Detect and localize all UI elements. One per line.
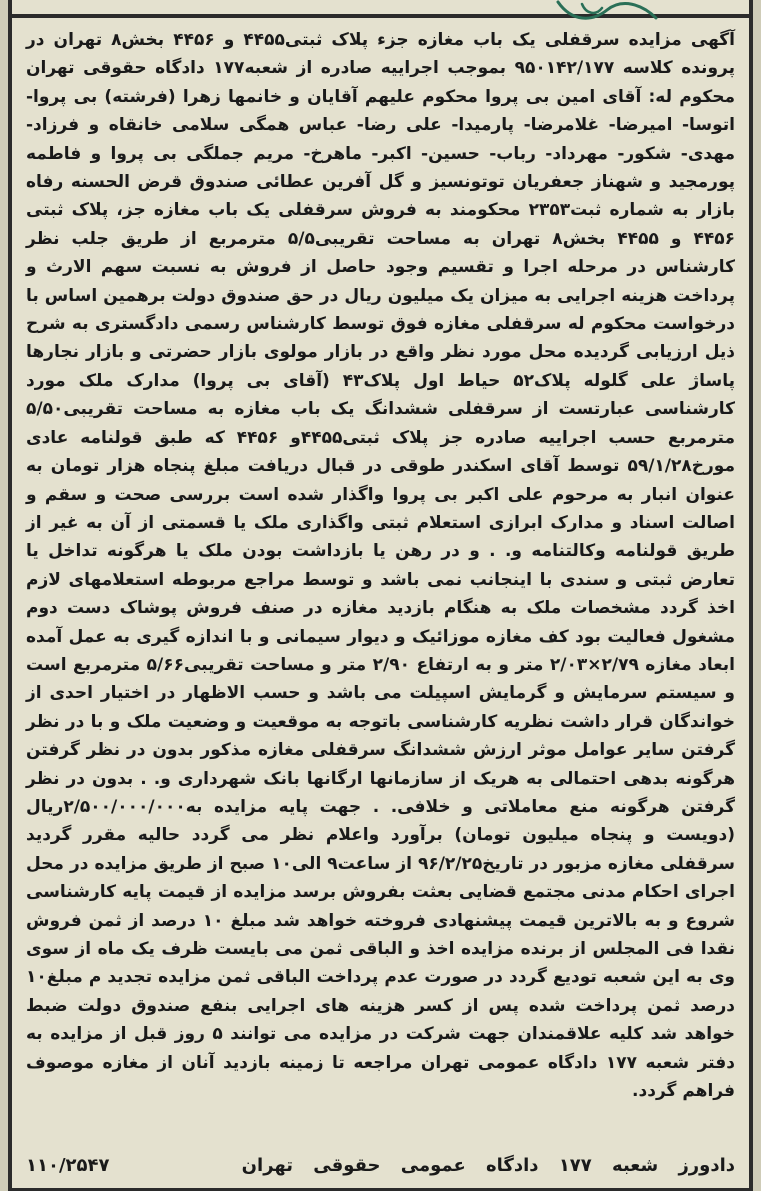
handwritten-mark xyxy=(552,0,662,24)
notice-footer xyxy=(26,1150,735,1180)
issuer-signature: دادورز شعبه ۱۷۷ دادگاه عمومی حقوقی تهران xyxy=(241,1154,735,1176)
reference-number: ۱۱۰/۲۵۴۷ xyxy=(26,1154,110,1176)
auction-notice-text: آگهی مزایده سرقفلی یک باب مغازه جزء پلاک ثبتی۴۴۵۵ و ۴۴۵۶ بخش۸ تهران در پرونده کلاسه ۹۵۰۱۴۲/۱۷۷ بموجب اجراییه صادره از شعبه۱۷۷ دادگاه حقوقی تهران محکوم له: آقای امین بی پروا محکوم علیهم آقایان و خانمها زهرا (فرشته) بی پروا- اتوسا- امیرضا- غلامرضا- پارمیدا- علی رضا- عباس همگی سلامی خانقاه و فرزاد- مهدی- شکور- مهرداد- رباب- حسین- اکبر- ماهرخ- مریم جملگی بی پروا و فاطمه پورمجید و شهناز جعفریان توتونسیز و گل آفرین عطائی صندوق قرض الحسنه رفاه بازار به شماره ثبت۲۳۵۳ محکومند به فروش سرقفلی یک باب مغازه جز، پلاک ثبتی ۴۴۵۶ و ۴۴۵۵ بخش۸ تهران به مساحت تقریبی۵/۵ مترمربع از طریق جلب نظر کارشناس در مرحله اجرا و تقسیم وجود حاصل از فروش به نسبت سهم الارث و پرداخت هزینه اجرایی به میزان یک میلیون ریال در حق صندوق دولت برهمین اساس با درخواست محکوم له سرقفلی مغازه فوق توسط کارشناس رسمی دادگستری به شرح ذیل ارزیابی گردیده محل مورد نظر واقع در بازار مولوی بازار حضرتی و بازار نجارها پاساژ علی گلوله پلاک۵۲ حیاط اول پلاک۴۳ (آقای بی پروا) مدارک ملک مورد کارشناسی عبارتست از سرقفلی ششدانگ یک باب مغازه به مساحت تقریبی۵/۵۰ مترمربع حسب اجراییه صادره جز پلاک ثبتی۴۴۵۵و ۴۴۵۶ که طبق قولنامه عادی مورخ۵۹/۱/۲۸ توسط آقای اسکندر طوقی در قبال دریافت مبلغ پنجاه هزار تومان به عنوان انبار به مرحوم علی اکبر بی پروا واگذار شده است بررسی صحت و سقم و اصالت اسناد و مدارک ابرازی استعلام ثبتی واگذاری ملک یا قسمتی از آن به غیر از طریق قولنامه وکالتنامه و. . و در رهن یا بازداشت بودن ملک یا هرگونه تداخل یا تعارض ثبتی و سندی با اینجانب نمی باشد و توسط مراجع مربوطه استعلامهای لازم اخذ گردد مشخصات ملک به هنگام بازدید مغازه در صنف فروش پوشاک دست دوم مشغول فعالیت بود کف مغازه موزائیک و دیوار سیمانی و با اندازه گیری به عمل آمده ابعاد مغازه ۲/۷۹×۲/۰۳ متر و به ارتفاع ۲/۹۰ متر و مساحت تقریبی۵/۶۶ مترمربع است و سیستم سرمایش و گرمایش اسپیلت می باشد و حسب الاظهار در اختیار احدی از خواندگان قرار داشت نظریه کارشناسی باتوجه به موقعیت و وضعیت ملک و با در نظر گرفتن سایر عوامل موثر ارزش ششدانگ سرقفلی مغازه مذکور بدون در نظر گرفتن هرگونه بدهی احتمالی به هریک از سازمانها ارگانها بانک شهرداری و. . بدون در نظر گرفتن هرگونه منع معاملاتی و خلافی. . جهت پایه مزایده به۲/۵۰۰/۰۰۰/۰۰۰ریال (دویست و پنجاه میلیون تومان) برآورد واعلام نظر می گردد حالیه مقرر گردید سرقفلی مغازه مزبور در تاریخ۹۶/۲/۲۵ از ساعت۹ الی۱۰ صبح از طریق مزایده در محل اجرای احکام مدنی مجتمع قضایی بعثت بفروش برسد مزایده از قیمت پایه کارشناسی شروع و به بالاترین قیمت پیشنهادی فروخته خواهد شد مبلغ ۱۰ درصد از ثمن فروش نقدا فی المجلس از برنده مزایده اخذ و الباقی ثمن می بایست ظرف یک ماه از سوی وی به این شعبه تودیع گردد در صورت عدم پرداخت الباقی ثمن مزایده تجدید م مبلغ۱۰ درصد ثمن پرداخت شده پس از کسر هزینه های اجرایی بنفع صندوق دولت ضبط خواهد شد کلیه علاقمندان جهت شرکت در مزایده می توانند ۵ روز قبل از مزایده به دفتر شعبه ۱۷۷ دادگاه عمومی تهران مراجعه تا زمینه بازدید آنان از مغازه موصوف فراهم گردد. xyxy=(26,30,736,1102)
newspaper-clipping xyxy=(8,0,753,1191)
